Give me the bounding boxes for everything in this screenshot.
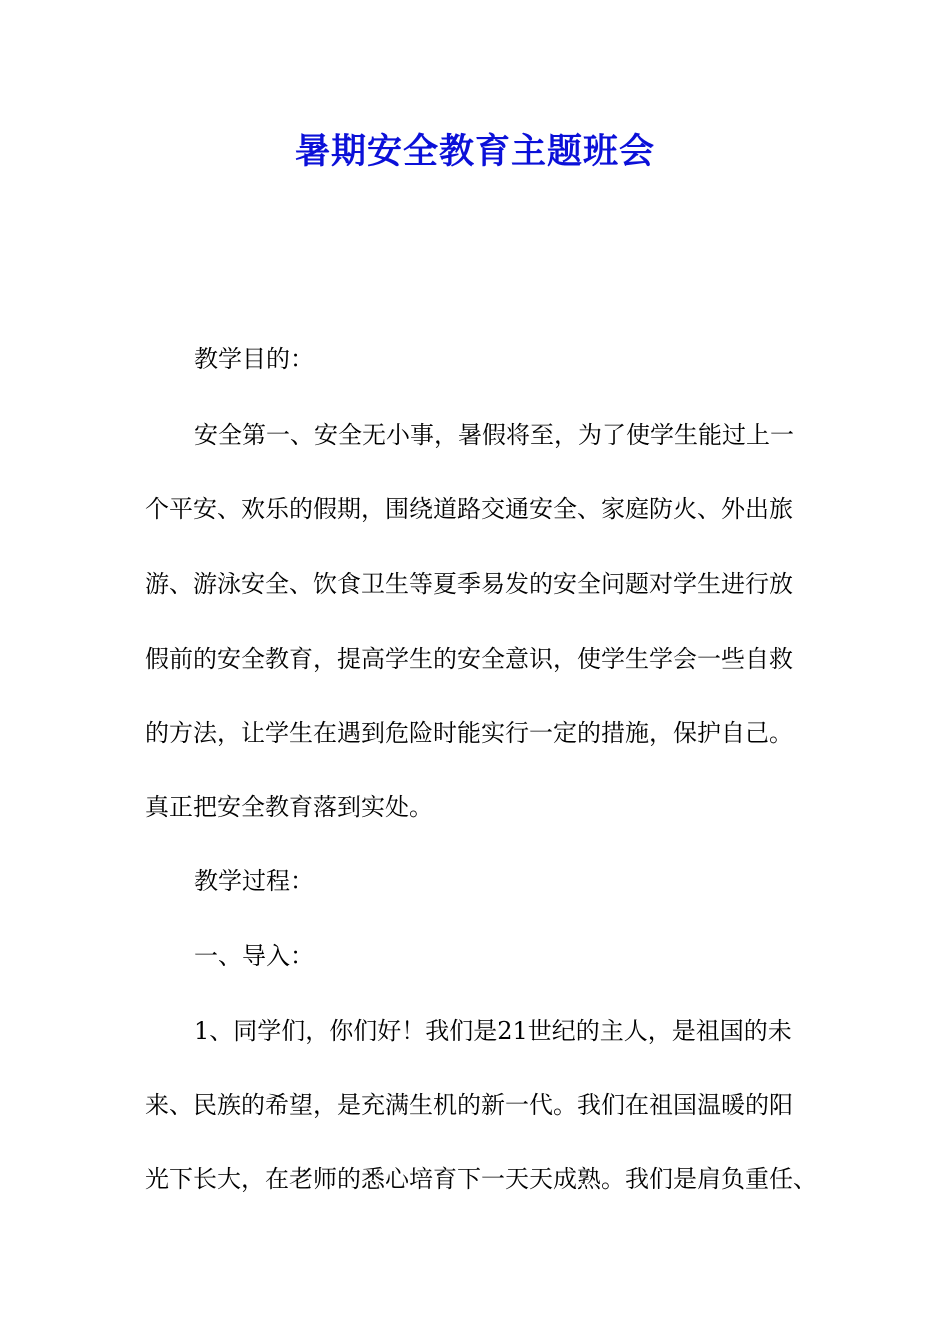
- paragraph-line: 游、游泳安全、饮食卫生等夏季易发的安全问题对学生进行放: [145, 570, 793, 598]
- document-title: 暑期安全教育主题班会: [294, 132, 655, 172]
- heading-teaching-process: 教学过程：: [194, 867, 314, 895]
- paragraph-line: 的方法，让学生在遇到危险时能实行一定的措施，保护自己。: [145, 719, 793, 747]
- paragraph-line: 个平安、欢乐的假期，围绕道路交通安全、家庭防火、外出旅: [145, 495, 793, 523]
- paragraph-line: 安全第一、安全无小事，暑假将至，为了使学生能过上一: [194, 421, 794, 449]
- paragraph-line: 来、民族的希望，是充满生机的新一代。我们在祖国温暖的阳: [145, 1091, 793, 1119]
- heading-introduction: 一、导入：: [194, 942, 314, 970]
- paragraph-line: 假前的安全教育，提高学生的安全意识，使学生学会一些自救: [145, 645, 793, 673]
- paragraph-line: 光下长大，在老师的悉心培育下一天天成熟。我们是肩负重任、: [145, 1165, 817, 1193]
- paragraph-line: 1、同学们，你们好！我们是21世纪的主人，是祖国的未: [194, 1017, 792, 1045]
- paragraph-line: 真正把安全教育落到实处。: [145, 793, 433, 821]
- heading-teaching-purpose: 教学目的：: [194, 345, 314, 373]
